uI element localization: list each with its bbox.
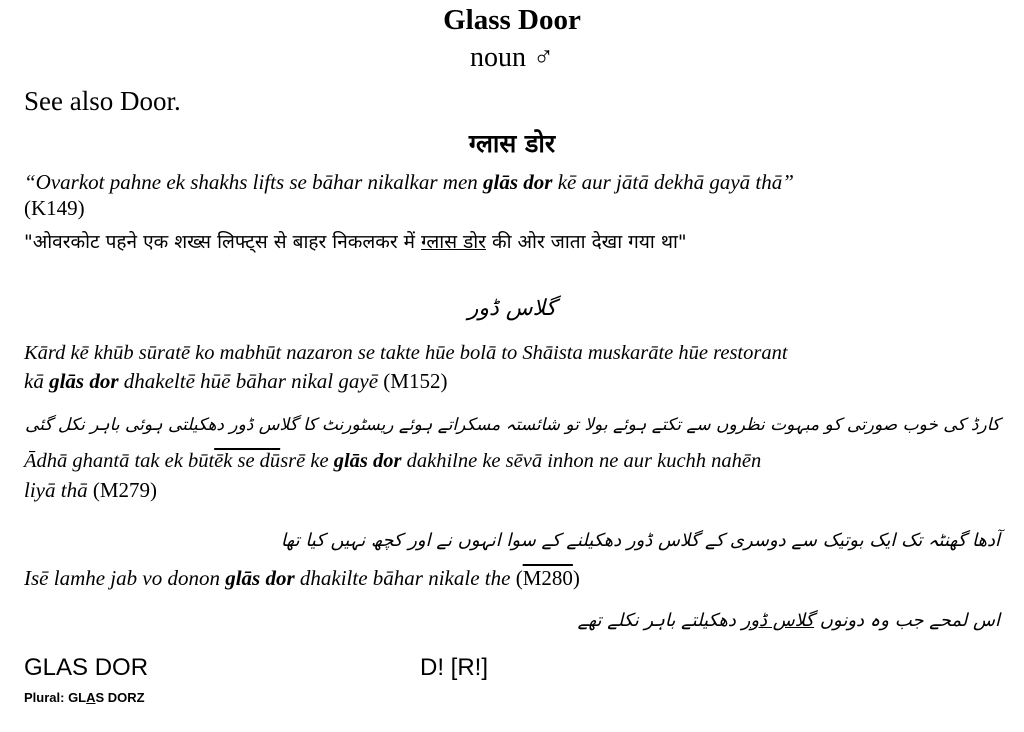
example-2-keyword: glās dor [49, 369, 119, 393]
part-of-speech-line [0, 42, 1024, 74]
example-2-transliteration-line-2: kā glās dor dhakeltē hūē bāhar nikal gayē (M152) [24, 369, 448, 393]
example-3-keyword: glās dor [333, 450, 402, 472]
example-2-urdu: کارڈ کی خوب صورتی کو مبہوت نظروں سے تکتے ہوئے بولا تو شائستہ مسکراتے ہوئے ریسٹورنٹ کا گلاس ڈور دھکیلتی ہوئی باہر نکل گئی [25, 415, 1000, 435]
part-of-speech: noun [470, 42, 526, 73]
example-3-transliteration-line-1: Ādhā ghantā tak ek būtēk se dūsrē ke glās dor dakhilne ke sēvā inhon ne aur kuchh nahēn [24, 450, 762, 472]
example-1-reference: (K149) [24, 196, 85, 220]
example-2-transliteration-line-1: Kārd kē khūb sūratē ko mabhūt nazaron se takte hūe bolā to Shāista muskarāte hūe restorant [24, 342, 788, 364]
example-1-keyword: glās dor [483, 170, 553, 194]
example-4-urdu: اس لمحے جب وہ دونوں گلاس ڈور دھکیلتے باہر نکلے تھے [577, 610, 1000, 631]
example-4-transliteration: Isē lamhe jab vo donon glās dor dhakilte bāhar nikale the (M280) [24, 566, 580, 590]
example-2-reference: (M152) [383, 369, 448, 393]
example-4-keyword: glās dor [225, 566, 295, 590]
plural-form: Plural: GLAS DORZ [24, 690, 145, 705]
example-4-urdu-keyword: گلاس ڈور [741, 610, 815, 631]
see-also-reference: See also Door. [24, 86, 181, 116]
example-1-transliteration: “Ovarkot pahne ek shakhs lifts se bāhar nikalkar men glās dor kē aur jātā dekhā gayā thā” [24, 170, 794, 194]
urdu-headword: گلاس ڈور [467, 296, 557, 321]
example-3-transliteration-line-2: liyā thā (M279) [24, 478, 157, 502]
example-4-reference: (M280) [515, 566, 580, 590]
example-1-hindi-keyword: ग्लास डोर [421, 231, 486, 253]
masculine-gender-icon: ♂ [533, 42, 554, 73]
example-3-reference: (M279) [92, 478, 157, 502]
entry-title: Glass Door [443, 4, 581, 36]
footer-headword: GLAS DOR [24, 654, 149, 681]
example-3-urdu: آدھا گھنٹہ تک ایک بوتیک سے دوسری کے گلاس ڈور دھکیلنے کے سوا انہوں نے اور کچھ نہیں کیا تھا [280, 530, 1000, 551]
example-1-hindi: "ओवरकोट पहने एक शख्स लिफ्ट्स से बाहर निकलकर में ग्लास डोर की ओर जाता देखा गया था" [24, 231, 687, 253]
footer-pronunciation: D! [R!] [420, 654, 489, 681]
hindi-headword: ग्लास डोर [468, 129, 556, 158]
